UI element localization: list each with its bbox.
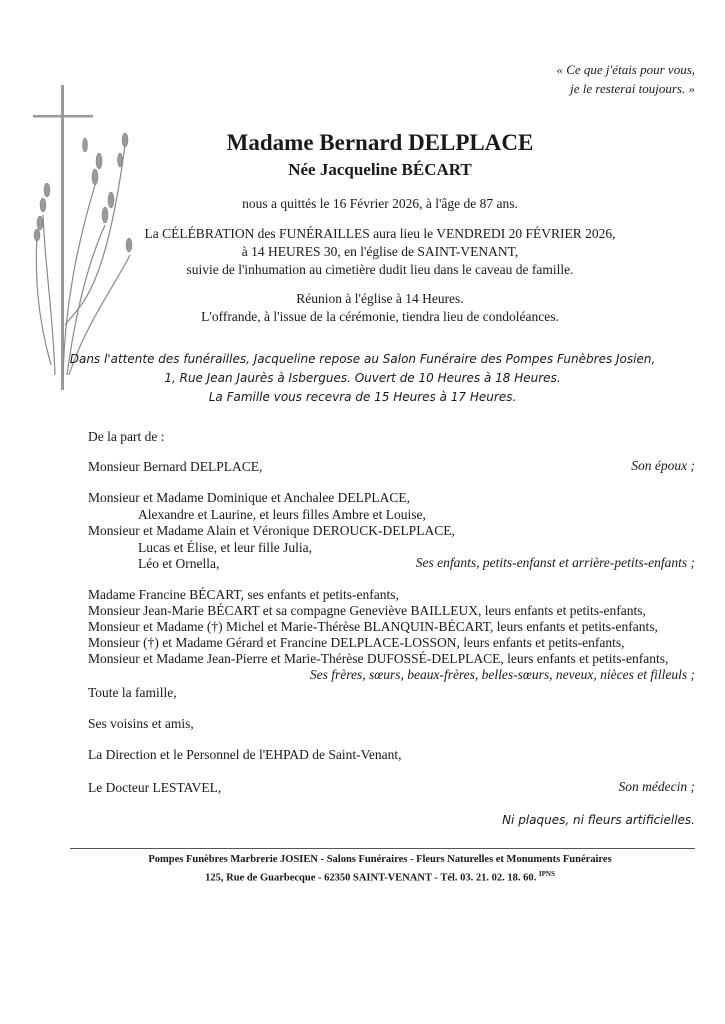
child-line-4: Lucas et Élise, et leur fille Julia, (138, 540, 312, 555)
siblings-role: Ses frères, sœurs, beaux-frères, belles-sœurs, neveux, nièces et filleuls ; (309, 667, 695, 682)
footer-address: 125, Rue de Guarbecque - 62350 SAINT-VENANT - Tél. 03. 21. 02. 18. 60. (205, 872, 537, 884)
sibling-line-1: Madame Francine BÉCART, ses enfants et petits-enfants, (88, 587, 399, 602)
no-flowers-notice: Ni plaques, ni fleurs artificielles. (502, 813, 695, 827)
death-notice: nous a quittés le 16 Février 2026, à l'âge de 87 ans. (242, 196, 518, 211)
ceremony-line-2: à 14 HEURES 30, en l'église de SAINT-VENANT, (241, 244, 519, 259)
spouse-name: Monsieur Bernard DELPLACE, (88, 459, 263, 474)
child-line-1: Monsieur et Madame Dominique et Anchalee DELPLACE, (88, 490, 411, 505)
footer-line-1: Pompes Funèbres Marbrerie JOSIEN - Salons Funéraires - Fleurs Naturelles et Monuments Funéraires (148, 854, 612, 865)
funeral-home-block (0, 350, 725, 407)
funeral-home-line-1: Dans l'attente des funérailles, Jacqueline repose au Salon Funéraire des Pompes Funèbres Josien, (69, 352, 656, 366)
doctor-role: Son médecin ; (618, 779, 695, 794)
sibling-line-2: Monsieur Jean-Marie BÉCART et sa compagne Geneviève BAILLEUX, leurs enfants et petits-enfants, (88, 603, 646, 618)
child-line-3: Monsieur et Madame Alain et Véronique DEROUCK-DELPLACE, (88, 523, 455, 538)
doctor-name: Le Docteur LESTAVEL, (88, 780, 222, 795)
page-title: Madame Bernard DELPLACE (226, 130, 534, 155)
meeting-block (0, 290, 725, 326)
maiden-name: Née Jacqueline BÉCART (288, 160, 472, 179)
child-line-5: Léo et Ornella, (138, 556, 220, 571)
whole-family: Toute la famille, (88, 685, 177, 700)
sibling-line-3: Monsieur et Madame (†) Michel et Marie-Thérèse BLANQUIN-BÉCART, leurs enfants et petits-enfants, (88, 619, 658, 634)
footer-divider (70, 848, 695, 849)
footer-tag: IPNS (538, 870, 555, 878)
neighbours: Ses voisins et amis, (88, 716, 194, 731)
spouse-role: Son époux ; (631, 458, 695, 473)
funeral-home-line-2: 1, Rue Jean Jaurès à Isbergues. Ouvert de 10 Heures à 18 Heures. (164, 371, 561, 385)
quote-line-1: « Ce que j'étais pour vous, (556, 62, 695, 77)
footer (0, 852, 725, 886)
epitaph-quote (556, 60, 695, 98)
funeral-home-line-3: La Famille vous recevra de 15 Heures à 17 Heures. (208, 390, 517, 404)
ceremony-line-1: La CÉLÉBRATION des FUNÉRAILLES aura lieu le VENDREDI 20 FÉVRIER 2026, (144, 226, 616, 241)
ehpad-staff: La Direction et le Personnel de l'EHPAD de Saint-Venant, (88, 747, 402, 762)
footer-line-2 (0, 867, 725, 886)
children-role: Ses enfants, petits-enfanst et arrière-petits-enfants ; (415, 555, 695, 570)
offering-text: L'offrande, à l'issue de la cérémonie, tiendra lieu de condoléances. (201, 309, 559, 324)
ceremony-block (0, 225, 725, 279)
meeting-text: Réunion à l'église à 14 Heures. (296, 291, 464, 306)
ceremony-line-3: suivie de l'inhumation au cimetière dudit lieu dans le caveau de famille. (186, 262, 574, 277)
quote-line-2: je le resterai toujours. » (570, 81, 695, 96)
from-intro: De la part de : (88, 429, 165, 444)
sibling-line-4: Monsieur (†) et Madame Gérard et Francine DELPLACE-LOSSON, leurs enfants et petits-enfants, (88, 635, 625, 650)
child-line-2: Alexandre et Laurine, et leurs filles Ambre et Louise, (138, 507, 426, 522)
sibling-line-5: Monsieur et Madame Jean-Pierre et Marie-Thérèse DUFOSSÉ-DELPLACE, leurs enfants et petits-enfants, (88, 651, 669, 666)
